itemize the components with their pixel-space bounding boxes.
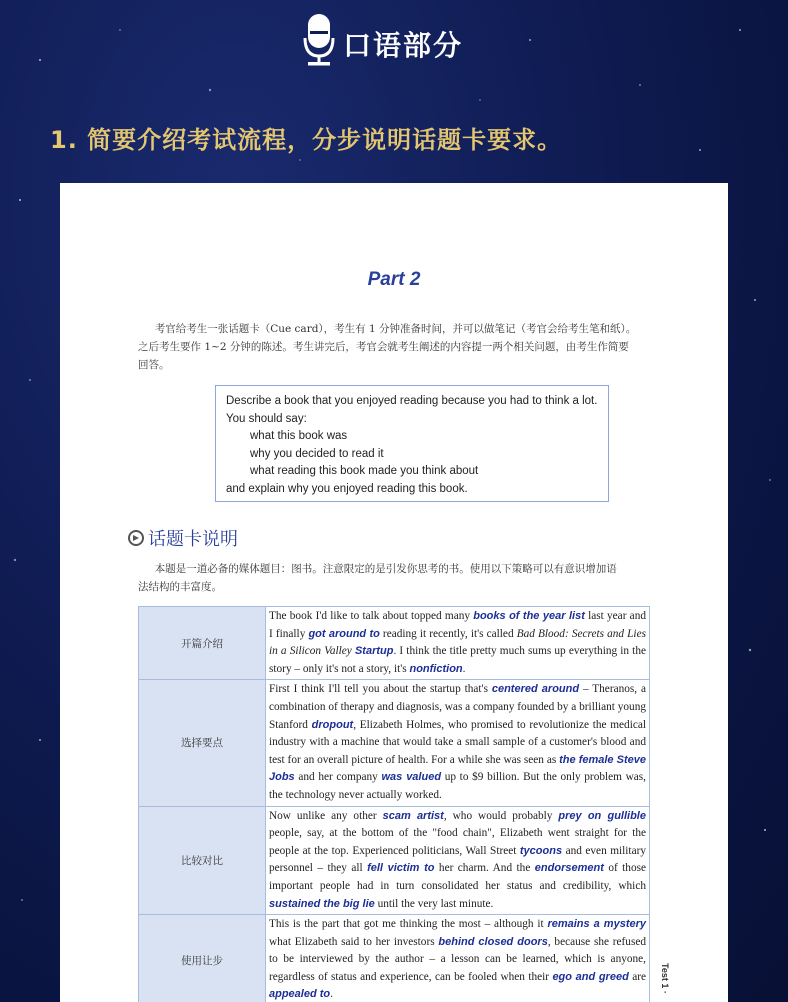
keyword-phrase: ego and greed [552,970,629,983]
row-label: 开篇介绍 [139,607,266,680]
part-title: Part 2 [367,269,421,290]
cue-line: why you decided to read it [250,447,384,460]
table-row [139,607,650,680]
section-paragraph [138,560,658,596]
intro-line-3: 回答。 [138,359,170,371]
intro-line-1: 考官给考生一张话题卡（Cue card），考生有 1 分钟准备时间，并可以做笔记（考官会给考生笔和纸）。 [154,323,637,335]
table-row [139,806,650,915]
keyword-phrase: dropout [311,718,354,731]
table-row [139,680,650,806]
section-title: 口语部分 [343,29,464,62]
keyword-phrase: appealed to [269,988,331,1001]
arrow-circle-icon [128,530,144,546]
cue-line: and explain why you enjoyed reading this book. [226,482,468,495]
row-label: 选择要点 [139,680,266,806]
row-text: This is the part that got me thinking the most – although it remains a mystery what Elizabeth said to her investors behind closed doors, because she refused to be interviewed by the author – a lesson can be learned, which is anyone, regardless of status and experience, can be fooled when their ego and greed are appealed to. [266,915,650,1002]
keyword-phrase: remains a mystery [547,918,647,931]
book-page [60,183,728,1002]
keyword-phrase: sustained the big lie [269,897,375,910]
keyword-phrase: fell victim to [367,862,435,875]
cue-card [215,385,609,502]
keyword-phrase: centered around [491,683,580,696]
side-page-label: Test 1 · [660,963,670,994]
strategy-table [138,606,650,1002]
keyword-phrase: nonfiction [409,662,463,675]
cue-line: what reading this book made you think about [250,465,479,478]
section-line-2: 法结构的丰富度。 [138,581,222,593]
row-text: The book I'd like to talk about topped many books of the year list last year and I finally got around to reading it recently, it's called Bad Blood: Secrets and Lies in a Silicon Valley Startup. I think the title pretty much sums up everything in the story – only it's not a story, it's nonfiction. [266,607,650,680]
keyword-phrase: behind closed doors [438,935,548,948]
question-heading: 1. 简要介绍考试流程，分步说明话题卡要求。 [50,126,563,154]
cue-line: Describe a book that you enjoyed reading because you had to think a lot. [226,395,598,407]
keyword-phrase: the female Steve Jobs [269,753,646,784]
keyword-phrase: books of the year list [473,610,585,622]
keyword-phrase: prey on gullible [558,809,646,822]
book-title: Bad Blood: Secrets and Lies in a Silicon Valley [269,627,646,658]
section-line-1: 本题是一道必备的媒体题目：图书。注意限定的是引发你思考的书。使用以下策略可以有意识增加语 [154,563,617,575]
keyword-phrase: Startup [354,645,394,658]
keyword-phrase: scam artist [382,809,444,822]
keyword-phrase: tycoons [519,844,563,857]
table-row [139,915,650,1002]
row-text: First I think I'll tell you about the startup that's centered around – Theranos, a combination of therapy and diagnosis, was a company founded by a brilliant young Stanford dropout, Elizabeth Holmes, who promised to revolutionize the medical industry with a machine that would take a small sample of a customer's blood and test for an overall picture of health. For a while she was seen as the female Steve Jobs and her company was valued up to $9 billion. But the only problem was, the technology never actually worked. [266,680,650,806]
section-heading: 话题卡说明 [128,525,238,551]
intro-paragraph [138,320,658,374]
intro-line-2: 之后考生要作 1~2 分钟的陈述。考生讲完后，考官会就考生阐述的内容提一两个相关问题，由考生作简要 [138,341,629,353]
row-label: 比较对比 [139,806,266,915]
cue-line: You should say: [226,412,307,425]
row-label: 使用让步 [139,915,266,1002]
keyword-phrase: endorsement [534,862,604,875]
keyword-phrase: got around to [308,627,380,640]
cue-line: what this book was [250,430,348,443]
header [0,10,788,70]
microphone-icon [302,12,336,68]
keyword-phrase: was valued [381,771,442,784]
row-text: Now unlike any other scam artist, who would probably prey on gullible people, say, at the bottom of the "food chain", Elizabeth went straight for the people at the top. Experienced politicians, Wall Street tycoons and even military personnel – they all fell victim to her charm. And the endorsement of those important people had in turn consolidated her status and credibility, which sustained the big lie until the very last minute. [266,806,650,915]
